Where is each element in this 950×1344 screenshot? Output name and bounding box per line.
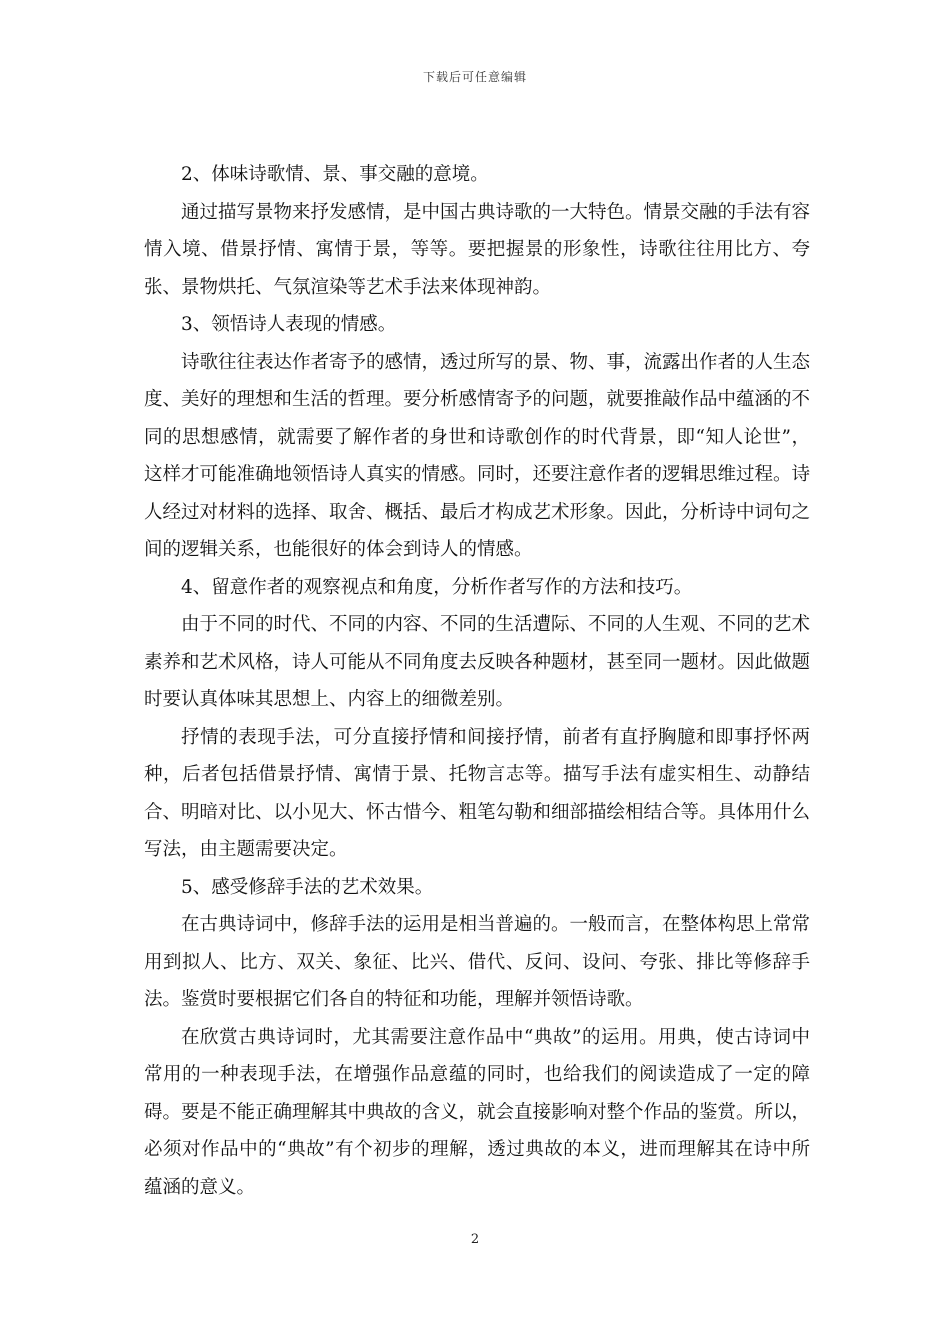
section-heading-2: 2、体味诗歌情、景、事交融的意境。	[181, 164, 489, 185]
page-header: 下载后可任意编辑	[422, 70, 527, 84]
section-heading-4: 4、留意作者的观察视点和角度，分析作者写作的方法和技巧。	[181, 576, 693, 598]
body-paragraph: 抒情的表现手法，可分直接抒情和间接抒情，前者有直抒胸臆和即事抒怀两种，后者包括借景抒情、寓情于景、托物言志等。描写手法有虚实相生、动静结合、明暗对比、以小见大、怀古惜今、粗笔勾勒和细部描绘相结合等。具体用什么写法，由主题需要决定。	[144, 726, 811, 860]
body-paragraph: 由于不同的时代、不同的内容、不同的生活遭际、不同的人生观、不同的艺术素养和艺术风格，诗人可能从不同角度去反映各种题材，甚至同一题材。因此做题时要认真体味其思想上、内容上的细微差别。	[144, 614, 811, 710]
document-body	[144, 156, 810, 1206]
section-heading-5: 5、感受修辞手法的艺术效果。	[181, 876, 434, 898]
body-paragraph: 在欣赏古典诗词时，尤其需要注意作品中“典故”的运用。用典，使古诗词中常用的一种表现手法，在增强作品意蕴的同时，也给我们的阅读造成了一定的障碍。要是不能正确理解其中典故的含义，就会直接影响对整个作品的鉴赏。所以，必须对作品中的“典故”有个初步的理解，透过典故的本义，进而理解其在诗中所蕴涵的意义。	[144, 1026, 811, 1198]
body-paragraph: 通过描写景物来抒发感情，是中国古典诗歌的一大特色。情景交融的手法有容情入境、借景抒情、寓情于景，等等。要把握景的形象性，诗歌往往用比方、夸张、景物烘托、气氛渲染等艺术手法来体现神韵。	[144, 201, 811, 298]
page-number: 2	[470, 1232, 480, 1247]
section-heading-3: 3、领悟诗人表现的情感。	[181, 314, 397, 335]
body-paragraph: 在古典诗词中，修辞手法的运用是相当普遍的。一般而言，在整体构思上常常用到拟人、比方、双关、象征、比兴、借代、反问、设问、夸张、排比等修辞手法。鉴赏时要根据它们各自的特征和功能，理解并领悟诗歌。	[144, 914, 811, 1010]
body-paragraph: 诗歌往往表达作者寄予的感情，透过所写的景、物、事，流露出作者的人生态度、美好的理想和生活的哲理。要分析感情寄予的问题，就要推敲作品中蕴涵的不同的思想感情，就需要了解作者的身世和诗歌创作的时代背景，即“知人论世”，这样才可能准确地领悟诗人真实的情感。同时，还要注意作者的逻辑思维过程。诗人经过对材料的选择、取舍、概括、最后才构成艺术形象。因此，分析诗中词句之间的逻辑关系，也能很好的体会到诗人的情感。	[144, 351, 811, 560]
